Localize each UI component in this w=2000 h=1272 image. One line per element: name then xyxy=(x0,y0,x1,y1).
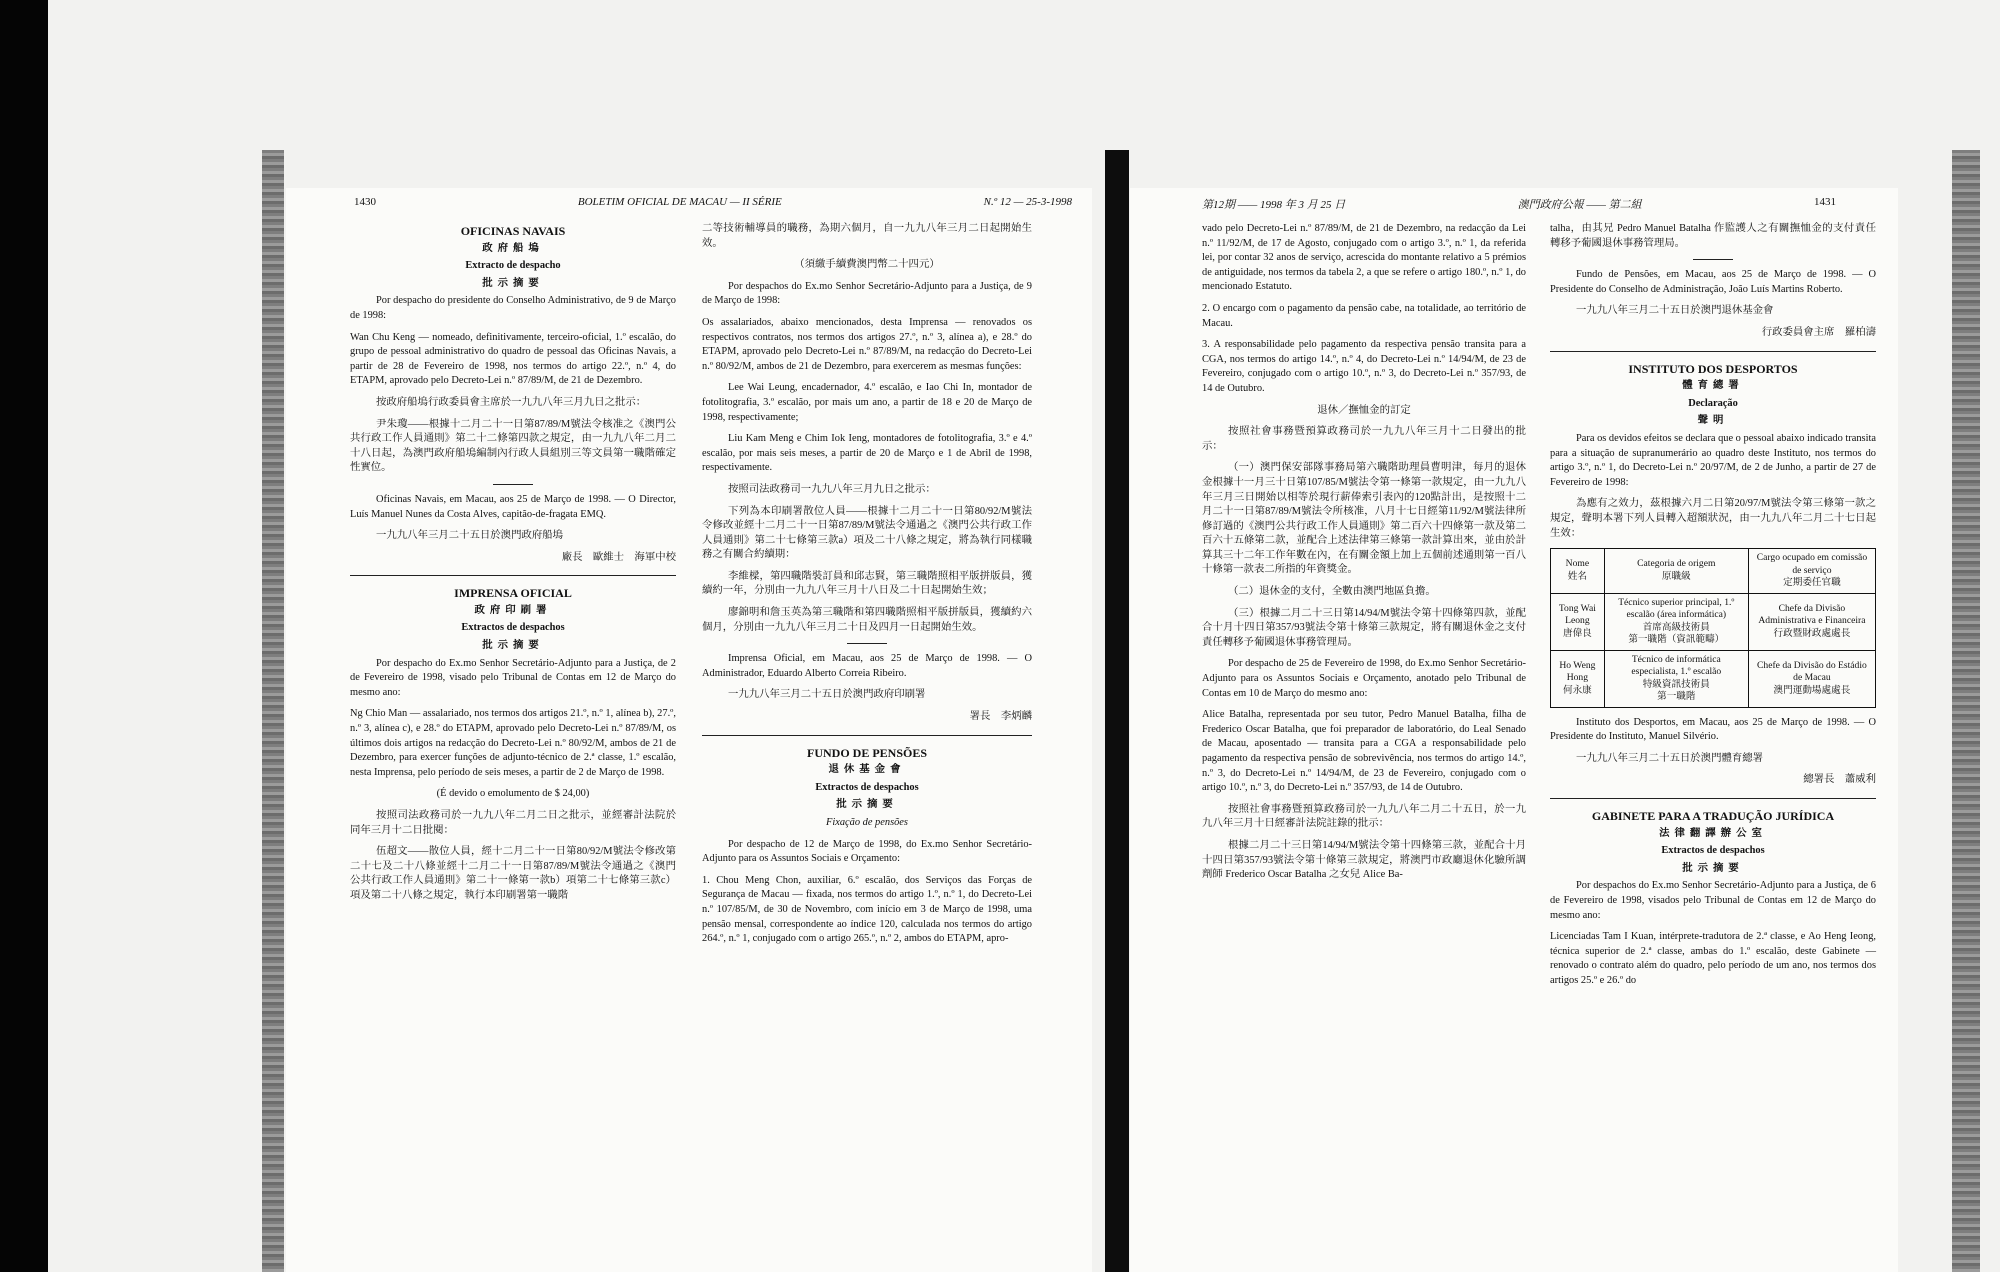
signature-block: Oficinas Navais, em Macau, aos 25 de Março de 1998. — O Director, Luís Manuel Nunes da Costa Alves, capitão-de-fragata EMQ. xyxy=(350,493,676,520)
left-page xyxy=(286,188,1092,1272)
signatory-zh: 署長 李炳麟 xyxy=(969,711,1032,723)
table-cell: Técnico superior principal, 1.º escalão (área informática) 首席高級技術員 第一職階（資訊範疇） xyxy=(1604,593,1748,650)
table-row xyxy=(1551,650,1876,707)
section-subtitle: Extractos de despachos xyxy=(815,781,919,793)
left-page-header xyxy=(354,196,1072,208)
table-cell: Tong Wai Leong 唐偉良 xyxy=(1551,593,1605,650)
staff-table xyxy=(1550,548,1876,708)
paragraph: Por despacho de 25 de Fevereiro de 1998, do Ex.mo Senhor Secretário-Adjunto para os Assuntos Sociais e Orçamento, anotado pelo Tribunal de Contas em 10 de Março do mesmo ano: xyxy=(1202,658,1526,699)
date-zh: 一九九八年三月二十五日於澳門體育總署 xyxy=(1576,752,1764,764)
table-cell: Chefe da Divisão do Estádio de Macau 澳門運動場處處長 xyxy=(1748,650,1875,707)
paragraph: Por despacho do Ex.mo Senhor Secretário-Adjunto para a Justiça, de 2 de Fevereiro de 1998, visado pelo Tribunal de Contas em 12 de Março do mesmo ano: xyxy=(350,657,676,698)
section-title-zh: 退休基金會 xyxy=(828,764,906,776)
paragraph: 下列為本印刷署散位人員——根據十二月二十一日第80/92/M號法令修改並經十二月二十一日第87/89/M號法令通過之《澳門公共行政工作人員通則》第二十七條第三款a）項及二十八條之規定，將為執行同樣職務之有關合約續期： xyxy=(702,505,1032,561)
section-divider xyxy=(1550,798,1876,799)
paragraph: Ng Chio Man — assalariado, nos termos dos artigos 21.º, n.º 1, alínea b), 27.º, n.º 3, alínea c), e 28.º do ETAPM, aprovado pelo Decreto-Lei n.º 87/89/M, os últimos dois artigos na redacção do Decreto-Lei n.º 80/92/M, ambos de 21 de Dezembro, para exercer funções de adjunto-técnico de 2.ª classe, 1.º escalão, nesta Imprensa, pelo período de seis meses, a partir de 2 de Março de 1998. xyxy=(350,708,676,778)
paragraph: 按照社會事務暨預算政務司於一九九八年二月二十五日，於一九九八年三月十日經審計法院註錄的批示： xyxy=(1202,803,1526,830)
table-cell: Chefe da Divisão Administrativa e Financeira 行政暨財政處處長 xyxy=(1748,593,1875,650)
paragraph: 按照司法政務司一九九八年三月九日之批示： xyxy=(728,483,936,495)
section-title: OFICINAS NAVAIS xyxy=(460,224,566,238)
paragraph: Alice Batalha, representada por seu tutor, Pedro Manuel Batalha, filha de Frederico Oscar Batalha, que foi preparador de laboratório, do Leal Senado de Macau, aposentado — transita para a CGA a responsabilidade pelo pagamento da respectiva pensão de sobrevivência, nos termos do artigo 14.º, n.º 3, do Decreto-Lei n.º 14/94/M, de 23 de Fevereiro, conjugado com o artigo 10.º, n.º 3, do Decreto-Lei n.º 357/93, de 14 de Outubro. xyxy=(1202,709,1526,794)
signature-block: Instituto dos Desportos, em Macau, aos 25 de Março de 1998. — O Presidente do Instituto, Manuel Silvério. xyxy=(1550,716,1876,743)
page-number: 1431 xyxy=(1814,196,1836,208)
paragraph: Liu Kam Meng e Chim Iok Ieng, montadores de fotolitografia, 3.º e 4.º escalão, por mais seis meses, a partir de 20 de Março e 1 de Abril de 1998, respectivamente. xyxy=(702,433,1032,474)
paragraph: 按照社會事務暨預算政務司於一九九八年三月十二日發出的批示： xyxy=(1202,426,1526,452)
section-subtitle: Extracto de despacho xyxy=(465,260,561,272)
signature-block: Imprensa Oficial, em Macau, aos 25 de Março de 1998. — O Administrador, Eduardo Alberto Correia Ribeiro. xyxy=(702,653,1032,679)
paragraph: 伍超文——散位人員，經十二月二十一日第80/92/M號法令修改第二十七及二十八條並經十二月二十一日第87/89/M號法令通過之《澳門公共行政工作人員通則》第二十一條第一款b）項第二十七條第三款c）項及第二十八條之規定，執行本印刷署第一職階 xyxy=(350,846,676,901)
issue-date: N.º 12 — 25-3-1998 xyxy=(983,196,1072,208)
paragraph: 廖錦明和詹玉英為第三職階和第四職階照相平版拼版員，獲續約六個月，分別由一九九八年三月二十日及四月一日起開始生效。 xyxy=(702,607,1032,633)
signatory-zh: 總署長 蕭威利 xyxy=(1803,774,1876,786)
paragraph: Os assalariados, abaixo mencionados, desta Imprensa — renovados os respectivos contratos, nos termos dos artigos 27.º, n.º 3, alínea a), e 28.º do ETAPM, aprovado pelo Decreto-Lei n.º 87/89/M, na redacção do Decreto-Lei n.º 80/92/M, ambos de 21 de Dezembro, para exercerem as mesmas funções: xyxy=(702,316,1032,372)
section-subtitle: Declaração xyxy=(1688,397,1738,409)
subheading: Fixação de pensões xyxy=(826,817,908,828)
paragraph: Por despachos do Ex.mo Senhor Secretário-Adjunto para a Justiça, de 9 de Março de 1998: xyxy=(702,280,1032,307)
divider xyxy=(847,643,887,644)
date-zh: 一九九八年三月二十五日於澳門退休基金會 xyxy=(1576,305,1774,317)
paragraph: Por despacho de 12 de Março de 1998, do Ex.mo Senhor Secretário-Adjunto para os Assuntos Sociais e Orçamento: xyxy=(702,838,1032,865)
subheading-zh: 退休／撫恤金的訂定 xyxy=(1317,404,1411,416)
signatory-zh: 廠長 歐維士 海軍中校 xyxy=(561,551,676,563)
paragraph: Por despacho do presidente do Conselho Administrativo, de 9 de Março de 1998: xyxy=(350,295,676,321)
section-subtitle-zh: 聲明 xyxy=(1697,415,1729,427)
section-title: GABINETE PARA A TRADUÇÃO JURÍDICA xyxy=(1591,808,1835,823)
paragraph: （一）澳門保安部隊事務局第六職階助理員曹明津，每月的退休金根據十一月三十日第107/85/M號法令第一條第一款規定，由一九九八年三月三日開始以相等於現行薪俸索引表內的120點計出，是按照十二月二十一日第87/89/M號法令所核准，八月十七日經第11/92/M號法律所修訂過的《澳門公共行政工作人員通則》第二百六十四條第一款及第二百六十五條第二款，並配合上述法律第三條第一款計算出來，並由於計算其三十二年工作年數在內，在有關金額上加上五個前述通則第一百八十條第一款表二所指的年資獎金。 xyxy=(1202,462,1526,576)
bulletin-title: 澳門政府公報 —— 第二組 xyxy=(1517,199,1642,211)
paragraph: Por despachos do Ex.mo Senhor Secretário-Adjunto para a Justiça, de 6 de Fevereiro de 1998, visados pelo Tribunal de Contas em 12 de Março do mesmo ano: xyxy=(1550,880,1876,921)
table-header-cell: Categoria de origem 原職級 xyxy=(1604,549,1748,594)
table-cell: Técnico de informática especialista, 1.º escalão 特級資訊技術員 第一職階 xyxy=(1604,650,1748,707)
column-2 xyxy=(702,222,1032,954)
table-cell: Ho Weng Hong 何永康 xyxy=(1551,650,1605,707)
paragraph: vado pelo Decreto-Lei n.º 87/89/M, de 21 de Dezembro, na redacção da Lei n.º 11/92/M, de 17 de Agosto, conjugado com o artigo 3.º, n.º 1, da referida lei, por contar 32 anos de serviço, acrescida do montante relativo a 5 prémios de antiguidade, nos termos da tabela 2, a que se refere o artigo 180.º, n.º 1, do mencionado Estatuto. xyxy=(1202,223,1526,293)
page-number: 1430 xyxy=(354,196,376,208)
paragraph: talha，由其兄 Pedro Manuel Batalha 作監護人之有關撫恤金的支付責任轉移予葡國退休事務管理局。 xyxy=(1550,223,1876,249)
section-subtitle-zh: 批示摘要 xyxy=(482,277,544,289)
paragraph: 2. O encargo com o pagamento da pensão cabe, na totalidade, ao território de Macau. xyxy=(1202,302,1526,329)
signature-block: Fundo de Pensões, em Macau, aos 25 de Março de 1998. — O Presidente do Conselho de Administração, João Luís Martins Roberto. xyxy=(1550,269,1876,295)
book-spine-shadow xyxy=(1105,150,1129,1272)
column-3 xyxy=(1202,222,1526,890)
paragraph: Para os devidos efeitos se declara que o pessoal abaixo indicado transita para a situação de supranumerário ao quadro deste Instituto, nos termos do artigo 3.º, n.º 1, do Decreto-Lei n.º 20/97/M, de 2 de Junho, a partir de 27 de Fevereiro de 1998: xyxy=(1550,432,1876,488)
column-1 xyxy=(350,222,676,911)
table-header-cell: Nome 姓名 xyxy=(1551,549,1605,594)
paragraph: （三）根據二月二十三日第14/94/M號法令第十四條第四款，並配合十月十四日第357/93號法令第十條第三款規定，將有關退休金之支付責任轉移予葡國退休事務管理局。 xyxy=(1202,607,1526,648)
section-title: FUNDO DE PENSÕES xyxy=(806,745,928,760)
table-header-row xyxy=(1551,549,1876,594)
paragraph: Lee Wai Leung, encadernador, 4.º escalão, e Iao Chi In, montador de fotolitografia, 3.º escalão, por mais um ano, a partir de 18 e 20 de Março de 1998, respectivamente; xyxy=(702,382,1032,423)
paragraph: 1. Chou Meng Chon, auxiliar, 6.º escalão, dos Serviços das Forças de Segurança de Macau — fixada, nos termos do artigo 1.º, n.º 1, do Decreto-Lei n.º 107/85/M, de 30 de Novembro, com início em 3 de Março de 1998, uma pensão mensal, correspondente ao índice 120, calculada nos termos do artigo 264.º, n.º 1, conjugado com o artigo 265.º, n.º 2, ambos do ETAPM, apro- xyxy=(702,874,1032,945)
fee-note: （須繳手續費澳門幣二十四元） xyxy=(794,259,940,271)
section-title-zh: 體育總署 xyxy=(1682,380,1744,392)
paragraph: （二）退休金的支付，全數由澳門地區負擔。 xyxy=(1228,586,1436,598)
divider xyxy=(1693,259,1733,260)
column-4 xyxy=(1550,222,1876,996)
section-title-zh: 政府印刷署 xyxy=(474,604,552,616)
paragraph: 尹朱瓊——根據十二月二十一日第87/89/M號法令核准之《澳門公共行政工作人員通則》第二十二條第四款之規定，由一九九八年二月二十八日起，為澳門政府船塢編制內行政人員組別三等文員第一職階確定性實位。 xyxy=(350,418,676,474)
table-header-cell: Cargo ocupado em comissão de serviço 定期委任官職 xyxy=(1748,549,1875,594)
date-zh: 一九九八年三月二十五日於澳門政府印刷署 xyxy=(728,689,926,701)
section-subtitle-zh: 批示摘要 xyxy=(836,799,898,811)
date-zh: 一九九八年三月二十五日於澳門政府船塢 xyxy=(376,530,564,542)
scan-shadow-left xyxy=(262,150,284,1272)
signatory-zh: 行政委員會主席 羅柏濤 xyxy=(1761,326,1876,338)
paragraph: Licenciadas Tam I Kuan, intérprete-tradutora de 2.ª classe, e Ao Heng Ieong, técnica superior de 2.ª classe, ambas do 1.º escalão, deste Gabinete — renovado o contrato além do quadro, pelo período de um ano, nos termos dos artigos 25.º e 26.º do xyxy=(1550,931,1876,986)
section-title: INSTITUTO DOS DESPORTOS xyxy=(1628,361,1798,376)
section-title: IMPRENSA OFICIAL xyxy=(454,586,572,601)
section-subtitle-zh: 批示摘要 xyxy=(482,640,544,652)
paragraph: 為應有之效力，茲根據六月二日第20/97/M號法令第三條第一款之規定，聲明本署下列人員轉入超額狀況，由一九九八年二月二十七日起生效： xyxy=(1550,498,1876,539)
paragraph: Wan Chu Keng — nomeado, definitivamente, terceiro-oficial, 1.º escalão, do grupo de pessoal administrativo do quadro de pessoal das Oficinas Navais, a partir de 28 de Fevereiro de 1998, nos termos do artigo 22.º, n.º 4, do ETAPM, aprovado pelo Decreto-Lei n.º 87/89/M, de 21 de Dezembro. xyxy=(350,331,676,387)
paragraph: 李維樑，第四職階裝訂員和邱志賢，第三職階照相平版拼版員，獲續約一年，分別由一九九八年三月十八日及二十日起開始生效； xyxy=(702,570,1032,597)
section-divider xyxy=(1550,351,1876,352)
section-subtitle: Extractos de despachos xyxy=(1661,845,1765,857)
divider xyxy=(493,484,533,485)
section-subtitle: Extractos de despachos xyxy=(461,622,565,634)
section-subtitle-zh: 批示摘要 xyxy=(1682,862,1744,874)
fee-note: (É devido o emolumento de $ 24,00) xyxy=(436,788,590,800)
section-title-zh: 法律翻譯辦公室 xyxy=(1659,827,1767,839)
paragraph: 按政府船塢行政委員會主席於一九九八年三月九日之批示： xyxy=(376,396,647,408)
right-page-header xyxy=(1202,196,1836,212)
right-page xyxy=(1130,188,1898,1272)
paragraph: 3. A responsabilidade pelo pagamento da respectiva pensão transita para a CGA, nos termos do artigo 14.º, n.º 4, do Decreto-Lei n.º 14/94/M, de 23 de Fevereiro, conjugado com o artigo 10.º, n.º 3, do Decreto-Lei n.º 357/93, de 14 de Outubro. xyxy=(1202,339,1526,394)
section-divider xyxy=(702,735,1032,736)
table-row xyxy=(1551,593,1876,650)
section-title-zh: 政府船塢 xyxy=(482,242,544,254)
paragraph: 按照司法政務司於一九九八年二月二日之批示，並經審計法院於同年三月十二日批閱： xyxy=(350,810,676,836)
bulletin-title: BOLETIM OFICIAL DE MACAU — II SÉRIE xyxy=(577,196,782,208)
paragraph: 二等技術輔導員的職務，為期六個月，自一九九八年三月二日起開始生效。 xyxy=(702,223,1032,249)
issue-date: 第12期 —— 1998 年 3 月 25 日 xyxy=(1202,199,1346,211)
scanner-border-left xyxy=(0,0,48,1272)
paragraph: 根據二月二十三日第14/94/M號法令第十四條第三款，並配合十月十四日第357/93號法令第十條第三款規定，將澳門市政廳退休化驗所調劑師 Frederico Oscar Batalha 之女兒 Alice Ba- xyxy=(1202,839,1526,881)
scan-shadow-right xyxy=(1952,150,1980,1272)
section-divider xyxy=(350,575,676,576)
